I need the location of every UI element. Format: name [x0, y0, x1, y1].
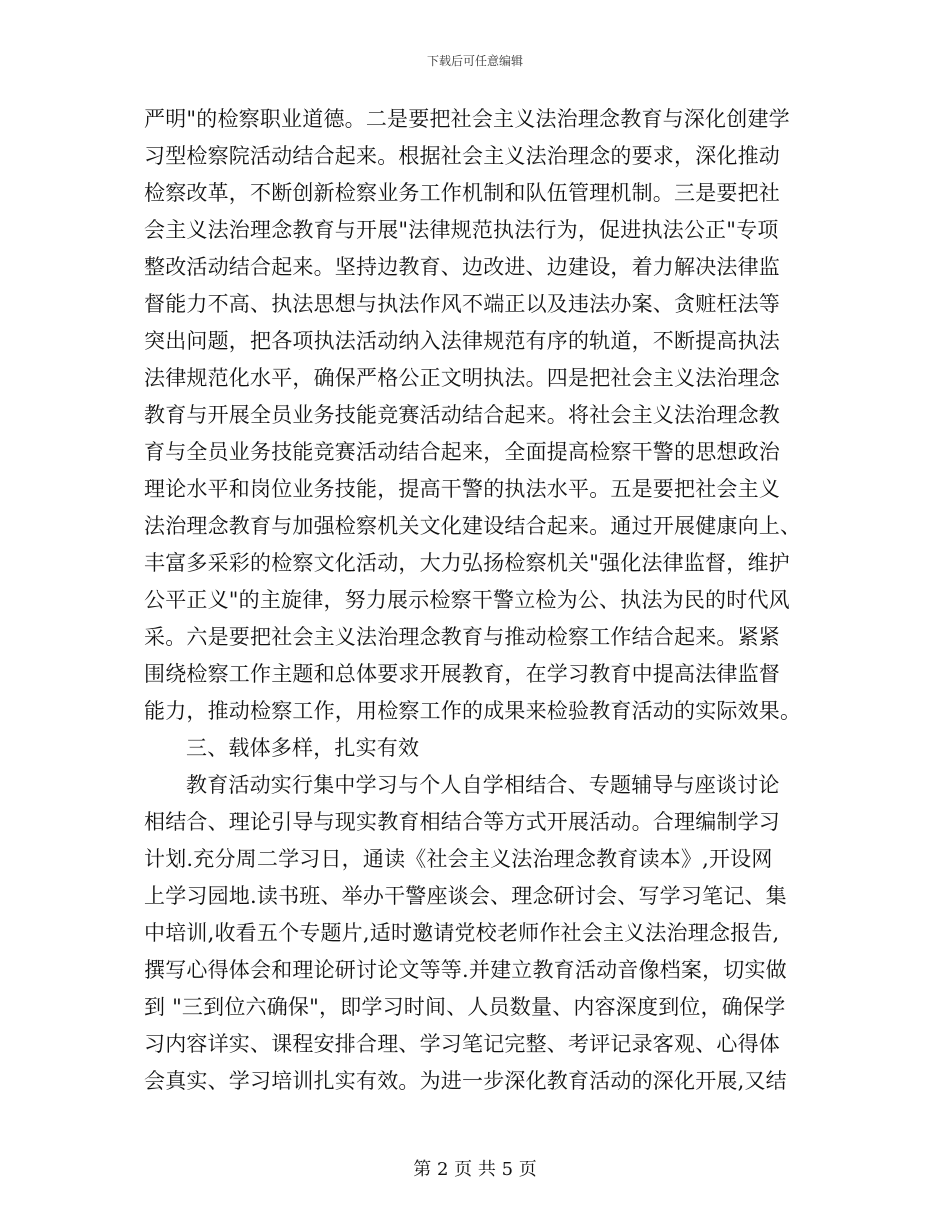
text-line: 三、载体多样，扎实有效: [186, 736, 420, 760]
page-footer: 第 2 页 共 5 页: [413, 1159, 537, 1180]
text-line: 丰富多采彩的检察文化活动，大力弘扬检察机关"强化法律监督，维护: [144, 551, 790, 575]
text-line: 习型检察院活动结合起来。根据社会主义法治理念的要求，深化推动: [144, 144, 780, 168]
text-line: 检察改革，不断创新检察业务工作机制和队伍管理机制。三是要把社: [144, 181, 780, 205]
text-line: 相结合、理论引导与现实教育相结合等方式开展活动。合理编制学习: [144, 810, 780, 834]
text-line: 理论水平和岗位业务技能，提高干警的执法水平。五是要把社会主义: [144, 477, 780, 501]
text-line: 教育与开展全员业务技能竞赛活动结合起来。将社会主义法治理念教: [144, 403, 780, 427]
text-line: 法治理念教育与加强检察机关文化建设结合起来。通过开展健康向上、: [144, 514, 802, 538]
text-line: 会真实、学习培训扎实有效。为进一步深化教育活动的深化开展,又结: [144, 1069, 787, 1093]
text-line: 采。六是要把社会主义法治理念教育与推动检察工作结合起来。紧紧: [144, 625, 780, 649]
text-line: 整改活动结合起来。坚持边教育、边改进、边建设，着力解决法律监: [144, 255, 780, 279]
text-line: 中培训,收看五个专题片,适时邀请党校老师作社会主义法治理念报告,: [144, 921, 780, 945]
text-line: 上学习园地.读书班、举办干警座谈会、理念研讨会、写学习笔记、集: [144, 884, 787, 908]
text-line: 教育活动实行集中学习与个人自学相结合、专题辅导与座谈讨论: [186, 773, 780, 797]
text-line: 督能力不高、执法思想与执法作风不端正以及违法办案、贪赃枉法等: [144, 292, 780, 316]
text-line: 育与全员业务技能竞赛活动结合起来，全面提高检察干警的思想政治: [144, 440, 780, 464]
text-line: 到 "三到位六确保"，即学习时间、人员数量、内容深度到位，确保学: [144, 995, 786, 1019]
text-line: 突出问题，把各项执法活动纳入法律规范有序的轨道，不断提高执法: [144, 329, 780, 353]
text-line: 围绕检察工作主题和总体要求开展教育，在学习教育中提高法律监督: [144, 662, 780, 686]
text-line: 能力，推动检察工作，用检察工作的成果来检验教育活动的实际效果。: [144, 699, 802, 723]
text-line: 撰写心得体会和理论研讨论文等等.并建立教育活动音像档案，切实做: [144, 958, 787, 982]
text-line: 习内容详实、课程安排合理、学习笔记完整、考评记录客观、心得体: [144, 1032, 780, 1056]
text-line: 法律规范化水平，确保严格公正文明执法。四是把社会主义法治理念: [144, 366, 780, 390]
text-line: 严明"的检察职业道德。二是要把社会主义法治理念教育与深化创建学: [144, 107, 790, 131]
text-line: 会主义法治理念教育与开展"法律规范执法行为，促进执法公正"专项: [144, 218, 779, 242]
text-line: 计划.充分周二学习日，通读《社会主义法治理念教育读本》,开设网: [144, 847, 773, 871]
document-body: [144, 101, 810, 1100]
page-header: 下载后可任意编辑: [426, 54, 523, 68]
text-line: 公平正义"的主旋律，努力展示检察干警立检为公、执法为民的时代风: [144, 588, 790, 612]
